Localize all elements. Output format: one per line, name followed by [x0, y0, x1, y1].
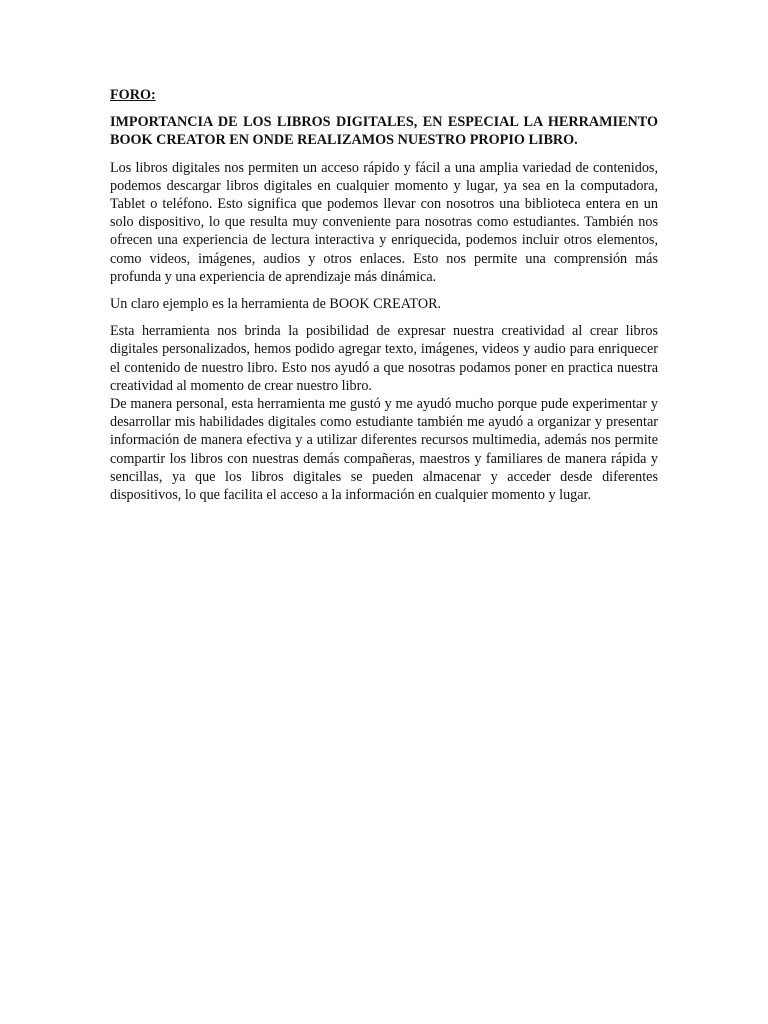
document-page	[110, 86, 658, 513]
document-title: IMPORTANCIA DE LOS LIBROS DIGITALES, EN ESPECIAL LA HERRAMIENTO BOOK CREATOR EN ONDE REALIZAMOS NUESTRO PROPIO LIBRO.	[110, 114, 658, 149]
forum-heading: FORO:	[110, 87, 156, 103]
paragraph-example: Un claro ejemplo es la herramienta de BOOK CREATOR.	[110, 296, 442, 313]
paragraph-personal-opinion: De manera personal, esta herramienta me gustó y me ayudó mucho porque pude experimentar y desarrollar mis habilidades digitales como estudiante también me ayudó a organizar y presentar información de manera efectiva y a utilizar diferentes recursos multimedia, además nos permite compartir los libros con nuestras demás compañeras, maestros y familiares de manera rápida y sencillas, ya que los libros digitales se pueden almacenar y acceder desde diferentes dispositivos, lo que facilita el acceso a la información en cualquier momento y lugar.	[110, 396, 658, 504]
paragraph-tool-description: Esta herramienta nos brinda la posibilidad de expresar nuestra creatividad al crear libros digitales personalizados, hemos podido agregar texto, imágenes, videos y audio para enriquecer el contenido de nuestro libro. Esto nos ayudó a que nosotras podamos poner en practica nuestra creatividad al momento de crear nuestro libro.	[110, 323, 658, 394]
paragraph-digital-books: Los libros digitales nos permiten un acceso rápido y fácil a una amplia variedad de contenidos, podemos descargar libros digitales en cualquier momento y lugar, ya sea en la computadora, Tablet o teléfono. Esto significa que podemos llevar con nosotros una biblioteca entera en un solo dispositivo, lo que resulta muy conveniente para nosotras como estudiantes. También nos ofrecen una experiencia de lectura interactiva y enriquecida, podemos incluir otros elementos, como videos, imágenes, audios y otros enlaces. Esto nos permite una comprensión más profunda y una experiencia de aprendizaje más dinámica.	[110, 159, 658, 285]
